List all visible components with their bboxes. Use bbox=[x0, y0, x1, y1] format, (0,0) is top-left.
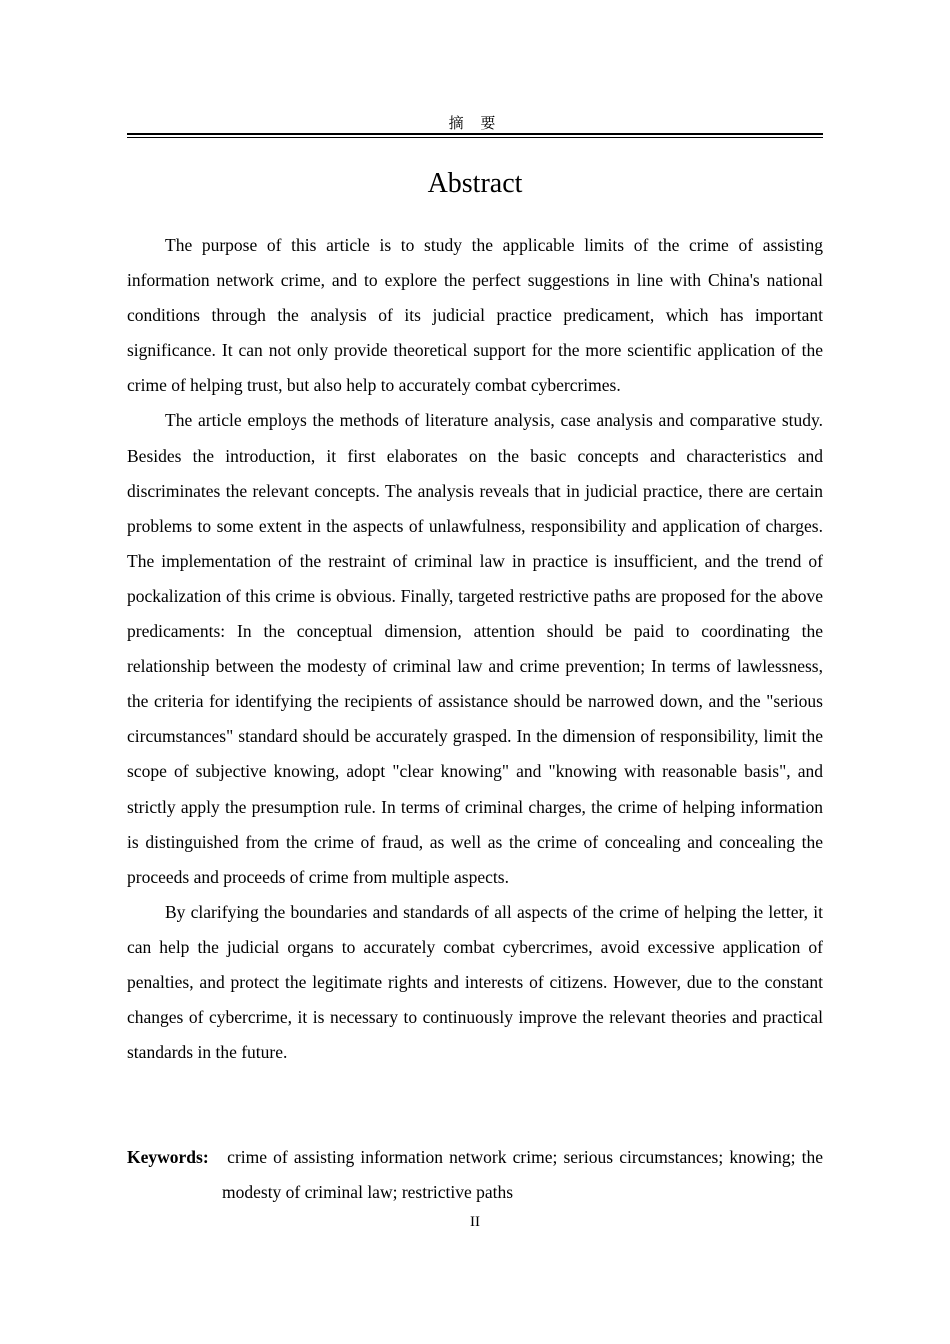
keywords-spacer bbox=[215, 1147, 221, 1167]
abstract-paragraph-3: By clarifying the boundaries and standards of all aspects of the crime of helping the letter, it can help the judicial organs to accurately combat cybercrimes, avoid excessive application of penalties, and protect the legitimate rights and interests of citizens. However, due to the constant changes of cybercrime, it is necessary to continuously improve the relevant theories and practical standards in the future. bbox=[127, 901, 823, 1063]
abstract-body bbox=[127, 228, 823, 1070]
abstract-title: Abstract bbox=[427, 168, 523, 199]
keywords-block bbox=[127, 1140, 823, 1210]
abstract-paragraph-2: The article employs the methods of literature analysis, case analysis and comparative study. Besides the introduction, it first elaborates on the basic concepts and characteristics and discriminates the relevant concepts. The analysis reveals that in judicial practice, there are certain problems to some extent in the aspects of unlawfulness, responsibility and application of charges. The implementation of the restraint of criminal law in practice is insufficient, and the trend of pockalization of this crime is obvious. Finally, targeted restrictive paths are proposed for the above predicaments: In the conceptual dimension, attention should be paid to coordinating the relationship between the modesty of criminal law and crime prevention; In terms of lawlessness, the criteria for identifying the recipients of assistance should be narrowed down, and the "serious circumstances" standard should be accurately grasped. In the dimension of responsibility, limit the scope of subjective knowing, adopt "clear knowing" and "knowing with reasonable basis", and strictly apply the presumption rule. In terms of criminal charges, the crime of helping information is distinguished from the crime of fraud, as well as the crime of concealing and concealing the proceeds and proceeds of crime from multiple aspects. bbox=[127, 410, 823, 887]
header-rule-thin bbox=[127, 137, 823, 138]
keywords-label: Keywords: bbox=[127, 1147, 209, 1167]
keywords-text: crime of assisting information network crime; serious circumstances; knowing; the modesty of criminal law; restrictive paths bbox=[222, 1147, 824, 1203]
running-header: 摘 要 bbox=[448, 114, 502, 132]
abstract-paragraph-1: The purpose of this article is to study the applicable limits of the crime of assisting information network crime, and to explore the perfect suggestions in line with China's national conditions through the analysis of its judicial practice predicament, which has important significance. It can not only provide theoretical support for the more scientific application of the crime of helping trust, but also help to accurately combat cybercrimes. bbox=[127, 235, 823, 396]
page-number: II bbox=[470, 1214, 480, 1230]
header-rule-thick bbox=[127, 133, 823, 135]
